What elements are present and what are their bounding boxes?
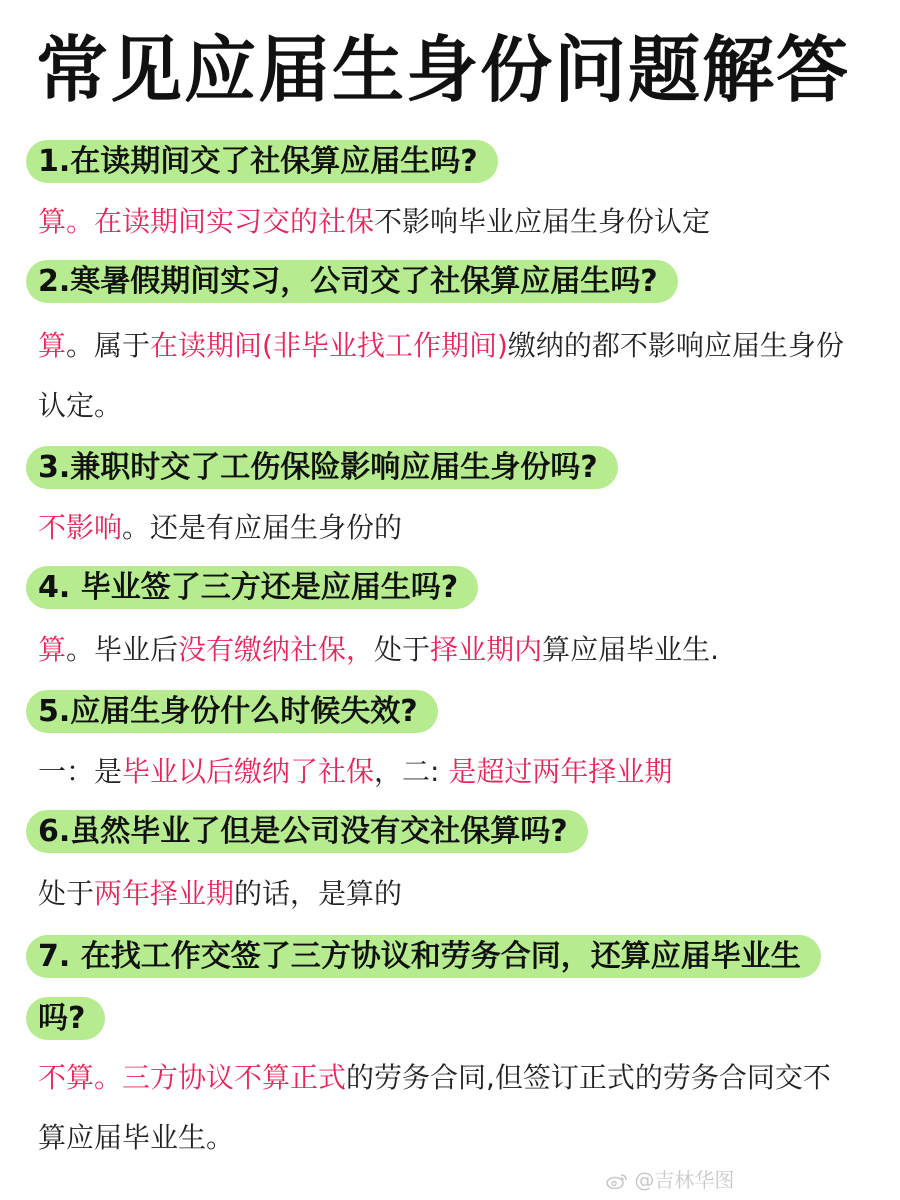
answer-emphasis: 没有缴纳社保， bbox=[178, 633, 375, 666]
answer-emphasis: 算 bbox=[38, 633, 67, 666]
watermark bbox=[606, 1164, 734, 1193]
page-title: 常见应届生身份问题解答 bbox=[36, 28, 851, 112]
answer-text: 处于 bbox=[38, 877, 95, 910]
faq-question-1 bbox=[26, 138, 498, 186]
faq-question-5 bbox=[26, 688, 438, 736]
answer-emphasis: 两年择业期 bbox=[94, 877, 235, 910]
answer-text: 处于 bbox=[374, 633, 431, 666]
question-highlight: 6.虽然毕业了但是公司没有交社保算吗? bbox=[26, 810, 588, 853]
answer-text: 不影响毕业应届生身份认定 bbox=[374, 205, 711, 238]
question-highlight: 2.寒暑假期间实习，公司交了社保算应届生吗? bbox=[26, 260, 678, 303]
answer-text: 。毕业后 bbox=[66, 633, 179, 666]
faq-question-2 bbox=[26, 258, 678, 306]
answer-emphasis: 算。在读期间实习交的社保 bbox=[38, 205, 375, 238]
answer-text: 算应届毕业生. bbox=[542, 633, 719, 666]
faq-question-4 bbox=[26, 564, 478, 612]
answer-text: 一：是 bbox=[38, 755, 123, 788]
answer-emphasis: 是超过两年择业期 bbox=[448, 755, 673, 788]
question-highlight: 7. 在找工作交签了三方协议和劳务合同，还算应届毕业生吗? bbox=[26, 935, 821, 1040]
answer-text: 。属于 bbox=[66, 329, 151, 362]
faq-question-6 bbox=[26, 808, 588, 856]
answer-emphasis: 在读期间(非毕业找工作期间) bbox=[150, 329, 508, 362]
answer-emphasis: 算 bbox=[38, 329, 67, 362]
answer-text: ，二: bbox=[374, 755, 449, 788]
faq-answer-6 bbox=[38, 864, 402, 924]
faq-answer-5 bbox=[38, 742, 672, 802]
faq-question-3 bbox=[26, 444, 618, 492]
question-highlight: 1.在读期间交了社保算应届生吗? bbox=[26, 140, 498, 183]
faq-answer-1 bbox=[38, 192, 710, 252]
answer-text: 。还是有应届生身份的 bbox=[122, 511, 403, 544]
answer-text: 的劳务合同,但签订正式的劳务合同交不算应届毕业生。 bbox=[38, 1061, 831, 1154]
answer-emphasis: 不影响 bbox=[38, 511, 123, 544]
faq-question-7 bbox=[26, 926, 866, 1050]
answer-text: 的话，是算的 bbox=[234, 877, 403, 910]
faq-answer-4 bbox=[38, 620, 719, 680]
answer-text: 缴纳的都不影响应届生身份认定。 bbox=[38, 329, 844, 422]
answer-emphasis: 择业期内 bbox=[430, 633, 543, 666]
faq-answer-7 bbox=[38, 1048, 848, 1168]
question-highlight: 3.兼职时交了工伤保险影响应届生身份吗? bbox=[26, 446, 618, 489]
faq-answer-2 bbox=[38, 316, 848, 436]
weibo-icon bbox=[606, 1173, 628, 1189]
question-highlight: 4. 毕业签了三方还是应届生吗? bbox=[26, 566, 478, 609]
answer-emphasis: 不算。三方协议不算正式 bbox=[38, 1061, 347, 1094]
answer-emphasis: 毕业以后缴纳了社保 bbox=[122, 755, 375, 788]
watermark-text: @吉林华图 bbox=[634, 1168, 735, 1192]
faq-answer-3 bbox=[38, 498, 402, 558]
question-highlight: 5.应届生身份什么时候失效? bbox=[26, 690, 438, 733]
